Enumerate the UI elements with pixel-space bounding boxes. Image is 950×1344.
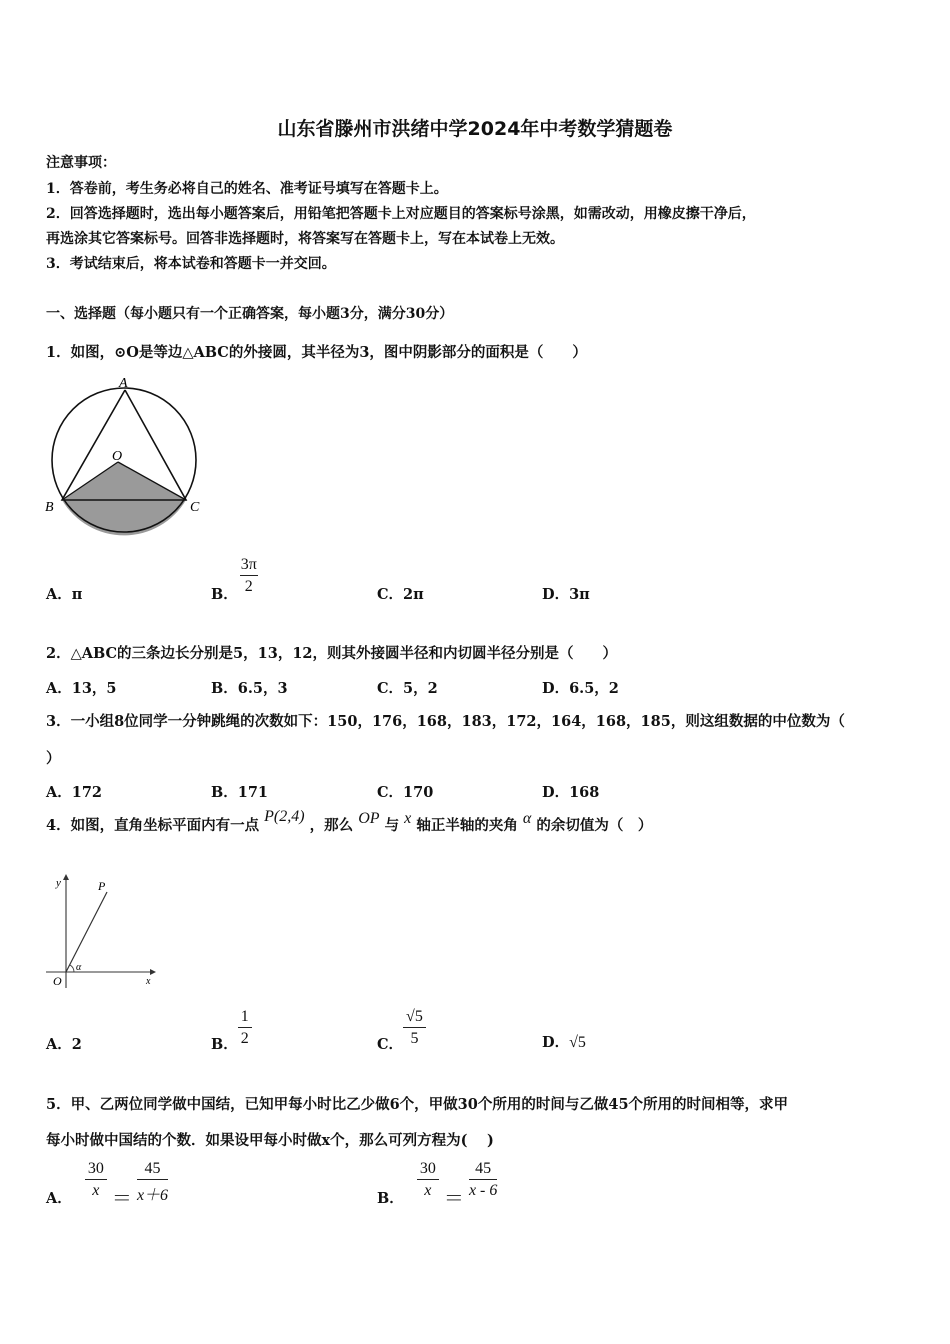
q2-option-a[interactable]: A．13，5: [46, 680, 117, 697]
note-item-1: 1．答卷前，考生务必将自己的姓名、准考证号填写在答题卡上。: [46, 181, 448, 197]
question-4-figure: [42, 872, 162, 992]
label-b: B: [45, 500, 54, 515]
q1-option-b[interactable]: [211, 556, 260, 604]
question-1-figure: [40, 372, 210, 542]
note-item-2-cont: 再选涂其它答案标号。回答非选择题时，将答案写在答题卡上，写在本试卷上无效。: [46, 231, 564, 247]
question-3-stem: 3．一小组8位同学一分钟跳绳的次数如下：150，176，168，183，172，164，168，185，则这组数据的中位数为（: [46, 713, 845, 730]
q3-option-a[interactable]: A．172: [46, 784, 103, 801]
q5-option-a[interactable]: [46, 1160, 168, 1211]
question-3-stem-cont: ）: [46, 750, 61, 767]
denominator: 2: [240, 1030, 249, 1047]
denominator: x＋6: [136, 1187, 169, 1204]
denominator: x: [424, 1182, 432, 1199]
fraction-right: [469, 1160, 497, 1200]
stem-text: 的余切值为（ ）: [536, 817, 653, 834]
option-value: 3π: [569, 586, 590, 603]
equals-sign: ＝: [111, 1186, 132, 1210]
denominator: 5: [410, 1030, 419, 1047]
q1-option-a[interactable]: [46, 583, 82, 604]
option-label: C．: [377, 586, 404, 603]
option-label: D．: [542, 586, 570, 603]
fraction-right: [137, 1160, 168, 1205]
option-label: B．: [377, 1190, 404, 1207]
numerator: 30: [417, 1160, 439, 1180]
option-label: B．: [211, 1036, 238, 1053]
notes-heading: 注意事项：: [46, 155, 116, 171]
q4-option-d[interactable]: [542, 1031, 586, 1052]
q4-option-c[interactable]: [377, 1008, 426, 1054]
option-label: A．: [46, 1036, 72, 1053]
q4-option-a[interactable]: [46, 1033, 82, 1054]
numerator: 45: [469, 1160, 497, 1180]
point-p: P(2,4): [264, 808, 305, 825]
q2-option-b[interactable]: B．6.5，3: [211, 680, 288, 697]
label-o: O: [53, 974, 62, 988]
option-label: A．: [46, 1190, 72, 1207]
denominator: x: [92, 1182, 100, 1199]
option-value: √5: [569, 1034, 586, 1051]
q5-option-b[interactable]: [377, 1160, 497, 1211]
question-2-stem: 2．△ABC的三条边长分别是5，13，12，则其外接圆半径和内切圆半径分别是（ ）: [46, 645, 617, 662]
option-value: 2π: [403, 586, 424, 603]
equals-sign: ＝: [443, 1186, 464, 1210]
q2-option-c[interactable]: C．5，2: [377, 680, 438, 697]
q3-option-c[interactable]: C．170: [377, 784, 434, 801]
axis-x: x: [404, 810, 412, 827]
note-item-3: 3．考试结束后，将本试卷和答题卡一并交回。: [46, 256, 336, 272]
numerator: 3π: [240, 556, 257, 573]
question-5-stem-cont: 每小时做中国结的个数．如果设甲每小时做x个，那么可列方程为( ): [46, 1132, 494, 1149]
q3-option-b[interactable]: B．171: [211, 784, 269, 801]
fraction: [238, 556, 260, 596]
numerator: 1: [238, 1008, 252, 1028]
label-c: C: [190, 500, 200, 515]
stem-text: 轴正半轴的夹角: [416, 817, 518, 834]
option-value: π: [71, 586, 83, 603]
angle-alpha: α: [522, 810, 532, 827]
fraction: [238, 1008, 252, 1048]
fraction: [403, 1008, 426, 1048]
option-label: B．: [211, 586, 238, 603]
page-title: 山东省滕州市洪绪中学2024年中考数学猜题卷: [277, 118, 673, 140]
option-label: C．: [377, 1036, 404, 1053]
q1-option-d[interactable]: [542, 583, 590, 604]
label-a: A: [119, 376, 128, 391]
q2-option-d[interactable]: D．6.5，2: [542, 680, 619, 697]
option-value: 2: [71, 1036, 82, 1053]
denominator: x - 6: [468, 1182, 498, 1199]
q4-option-b[interactable]: [211, 1008, 252, 1054]
denominator: 2: [244, 578, 253, 595]
option-label: D．: [542, 1034, 570, 1051]
question-5-stem: 5．甲、乙两位同学做中国结，已知甲每小时比乙少做6个，甲做30个所用的时间与乙做45个所用的时间相等，求甲: [46, 1096, 789, 1113]
note-item-2: 2．回答选择题时，选出每小题答案后，用铅笔把答题卡上对应题目的答案标号涂黑，如需改动，用橡皮擦干净后，: [46, 206, 756, 222]
numerator: 45: [137, 1160, 168, 1180]
q1-option-c[interactable]: [377, 583, 424, 604]
question-1-stem: 1．如图，⊙O是等边△ABC的外接圆，其半径为3，图中阴影部分的面积是（ ）: [46, 344, 587, 361]
option-label: A．: [46, 586, 72, 603]
section-heading: 一、选择题（每小题只有一个正确答案，每小题3分，满分30分）: [46, 306, 454, 322]
q3-option-d[interactable]: D．168: [542, 784, 600, 801]
stem-text: 4．如图，直角坐标平面内有一点: [46, 817, 260, 834]
stem-text: 与: [384, 817, 400, 834]
numerator: √5: [403, 1008, 426, 1028]
numerator: 30: [85, 1160, 107, 1180]
question-4-stem: [46, 808, 653, 854]
stem-text: ，那么: [309, 817, 354, 834]
fraction-left: [417, 1160, 439, 1200]
label-alpha: α: [76, 962, 82, 973]
label-x: x: [146, 976, 151, 987]
label-p: P: [98, 879, 106, 893]
label-o: O: [112, 449, 123, 464]
fraction-left: [85, 1160, 107, 1200]
segment-op: OP: [358, 810, 380, 827]
label-y: y: [56, 877, 61, 889]
